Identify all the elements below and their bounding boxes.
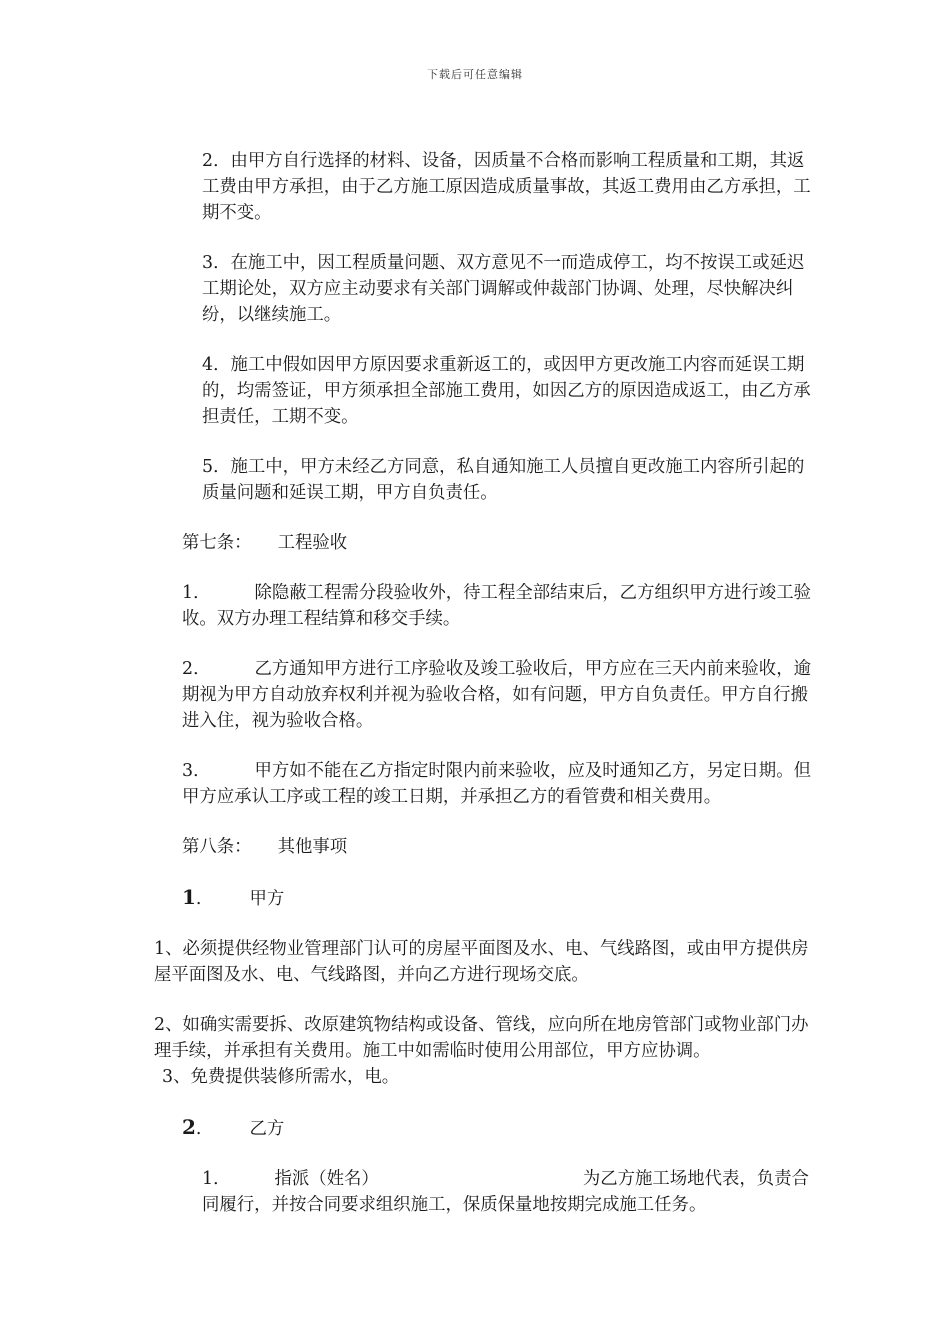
party-a-dot: . <box>195 889 202 909</box>
document-body <box>144 148 814 1218</box>
article-8-heading <box>144 834 814 860</box>
acceptance-item-2 <box>144 656 814 734</box>
clause-item-3: 3．在施工中，因工程质量问题、双方意见不一而造成停工，均不按误工或延迟工期论处，双方应主动要求有关部门调解或仲裁部门协调、处理，尽快解决纠纷，以继续施工。 <box>202 253 805 325</box>
party-b-duty-1-number: 1． <box>202 1169 231 1189</box>
article-7-title: 工程验收 <box>277 533 348 553</box>
clause-item-5: 5．施工中，甲方未经乙方同意，私自通知施工人员擅自更改施工内容所引起的质量问题和延误工期，甲方自负责任。 <box>202 457 805 503</box>
acceptance-item-3-text: 甲方如不能在乙方指定时限内前来验收，应及时通知乙方，另定日期。但甲方应承认工序或工程的竣工日期，并承担乙方的看管费和相关费用。 <box>182 761 811 807</box>
party-a-number: 1 <box>182 885 196 909</box>
clause-item-2: 2．由甲方自行选择的材料、设备，因质量不合格而影响工程质量和工期，其返工费由甲方承担，由于乙方施工原因造成质量事故，其返工费用由乙方承担，工期不变。 <box>202 151 811 223</box>
party-a-heading <box>144 884 814 912</box>
clause-item-4: 4．施工中假如因甲方原因要求重新返工的，或因甲方更改施工内容而延误工期的，均需签证，甲方须承担全部施工费用，如因乙方的原因造成返工，由乙方承担责任，工期不变。 <box>202 355 811 427</box>
party-b-duty-1-post: 为乙方施工场地代表，负责合同履行，并按合同要求组织施工，保质保量地按期完成施工任务。 <box>202 1169 809 1215</box>
party-b-title: 乙方 <box>249 1119 285 1139</box>
acceptance-item-1 <box>144 580 814 632</box>
article-7-heading <box>144 530 814 556</box>
party-b-duty-1-pre: 指派（姓名） <box>274 1169 379 1189</box>
party-a-duty-1: 1、必须提供经物业管理部门认可的房屋平面图及水、电、气线路图，或由甲方提供房屋平面图及水、电、气线路图，并向乙方进行现场交底。 <box>154 939 809 985</box>
party-b-dot: . <box>195 1119 202 1139</box>
party-a-duty-3: 3、免费提供装修所需水，电。 <box>162 1067 400 1087</box>
acceptance-item-2-number: 2． <box>182 659 211 679</box>
acceptance-item-3-number: 3． <box>182 761 211 781</box>
party-b-duty-1 <box>144 1166 814 1218</box>
article-8-title: 其他事项 <box>277 837 348 857</box>
article-8-label: 第八条： <box>182 837 252 857</box>
article-7-label: 第七条： <box>182 533 252 553</box>
party-b-number: 2 <box>182 1115 196 1139</box>
acceptance-item-2-text: 乙方通知甲方进行工序验收及竣工验收后，甲方应在三天内前来验收，逾期视为甲方自动放弃权利并视为验收合格，如有问题，甲方自负责任。甲方自行搬进入住，视为验收合格。 <box>182 659 811 731</box>
acceptance-item-1-text: 除隐蔽工程需分段验收外，待工程全部结束后，乙方组织甲方进行竣工验收。双方办理工程结算和移交手续。 <box>182 583 811 629</box>
acceptance-item-1-number: 1． <box>182 583 211 603</box>
party-a-duty-2: 2、如确实需要拆、改原建筑物结构或设备、管线，应向所在地房管部门或物业部门办理手续，并承担有关费用。施工中如需临时使用公用部位，甲方应协调。 <box>154 1015 809 1061</box>
page-header: 下载后可任意编辑 <box>427 68 523 81</box>
party-b-heading <box>144 1114 814 1142</box>
party-a-title: 甲方 <box>249 889 285 909</box>
acceptance-item-3 <box>144 758 814 810</box>
